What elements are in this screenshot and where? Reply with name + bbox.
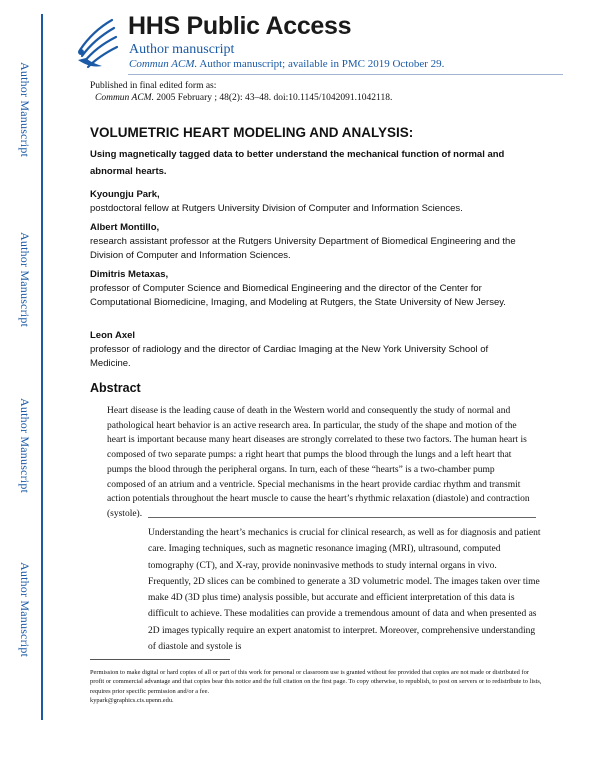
footnote-rule — [90, 659, 230, 660]
hhs-public-access-title: HHS Public Access — [128, 12, 352, 40]
author-name: Leon Axel — [90, 330, 136, 341]
citation-details: 2005 February ; 48(2): 43–48. doi:10.1145/1042091.1042118. — [153, 93, 393, 103]
author-affiliation: professor of radiology and the director of Cardiac Imaging at the New York University School of Medicine. — [90, 344, 489, 369]
side-label-author-manuscript: Author Manuscript — [18, 62, 32, 158]
citation-line — [95, 93, 392, 103]
author-affiliation: postdoctoral fellow at Rutgers University Division of Computer and Information Sciences. — [90, 203, 463, 214]
citation-journal: Commun ACM. — [95, 93, 154, 103]
abstract-heading: Abstract — [90, 381, 141, 395]
author-name: Dimitris Metaxas, — [90, 269, 169, 280]
author-affiliation: professor of Computer Science and Biomedical Engineering and the director of the Center for Computational Biomedicine, Imaging, and Modeling at Rutgers, the State University of New Jersey. — [90, 283, 506, 308]
author-name: Kyoungju Park, — [90, 189, 160, 200]
permission-footnote: Permission to make digital or hard copies of all or part of this work for personal or classroom use is granted without fee provided that copies are not made or distributed for profit or commercial advantage and that copies bear this notice and the full citation on the first page. To copy otherwise, to republish, to post on servers or to redistribute to lists, requires prior specific permission and/or a fee. — [90, 669, 542, 695]
author-manuscript-label: Author manuscript — [129, 42, 235, 57]
abstract-paragraph: Heart disease is the leading cause of death in the Western world and consequently the study of normal and pathological heart behavior is an active research area. In particular, the study of the shape and motion of the heart is important because many heart diseases are strongly correlated to these two factors. The human heart is composed of two separate pumps: a right heart that pumps the blood through the lungs and a left heart that pumps the blood through the peripheral organs. In turn, each of these “hearts” is a two-chamber pump composed of an atrium and a ventricle. Special mechanisms in the heart provide cardiac rhythm and transmit action potentials throughout the heart muscle to cause the heart’s rhythmic relaxation (diastole) and contraction (systole). — [107, 406, 530, 519]
article-subtitle: Using magnetically tagged data to better understand the mechanical function of normal and abnormal hearts. — [90, 149, 505, 177]
availability-line — [129, 58, 444, 70]
header-accent-bar — [41, 14, 43, 720]
abstract-divider — [148, 517, 536, 518]
published-in-label: Published in final edited form as: — [90, 81, 217, 91]
side-label-author-manuscript: Author Manuscript — [18, 232, 32, 328]
header-rule — [128, 74, 563, 75]
author-affiliation: research assistant professor at the Rutgers University Department of Biomedical Engineering and the Division of Computer and Information Sciences. — [90, 236, 516, 261]
body-paragraph: Understanding the heart’s mechanics is crucial for clinical research, as well as for diagnosis and patient care. Imaging techniques, such as magnetic resonance imaging (MRI), ultrasound, computed tomography (CT), and X-ray, provide noninvasive methods to study internal organs in vivo. Frequently, 2D slices can be combined to generate a 3D volumetric model. The images taken over time make 4D (3D plus time) analysis possible, but accurate and efficient interpretation of this data is difficult to achieve. These modalities can provide a tremendous amount of data and when presented as 2D images typically require an expert anatomist to interpret. Moreover, comprehensive understanding of diastole and systole is — [148, 528, 541, 653]
author-name: Albert Montillo, — [90, 222, 160, 233]
article-title: VOLUMETRIC HEART MODELING AND ANALYSIS: — [90, 125, 414, 140]
hhs-eagle-logo-icon — [72, 12, 122, 72]
journal-abbrev: Commun ACM. — [129, 58, 198, 70]
contact-email: kypark@graphics.cis.upenn.edu. — [90, 697, 174, 704]
side-label-author-manuscript: Author Manuscript — [18, 562, 32, 658]
availability-text: Author manuscript; available in PMC 2019 October 29. — [197, 58, 445, 70]
side-label-author-manuscript: Author Manuscript — [18, 398, 32, 494]
